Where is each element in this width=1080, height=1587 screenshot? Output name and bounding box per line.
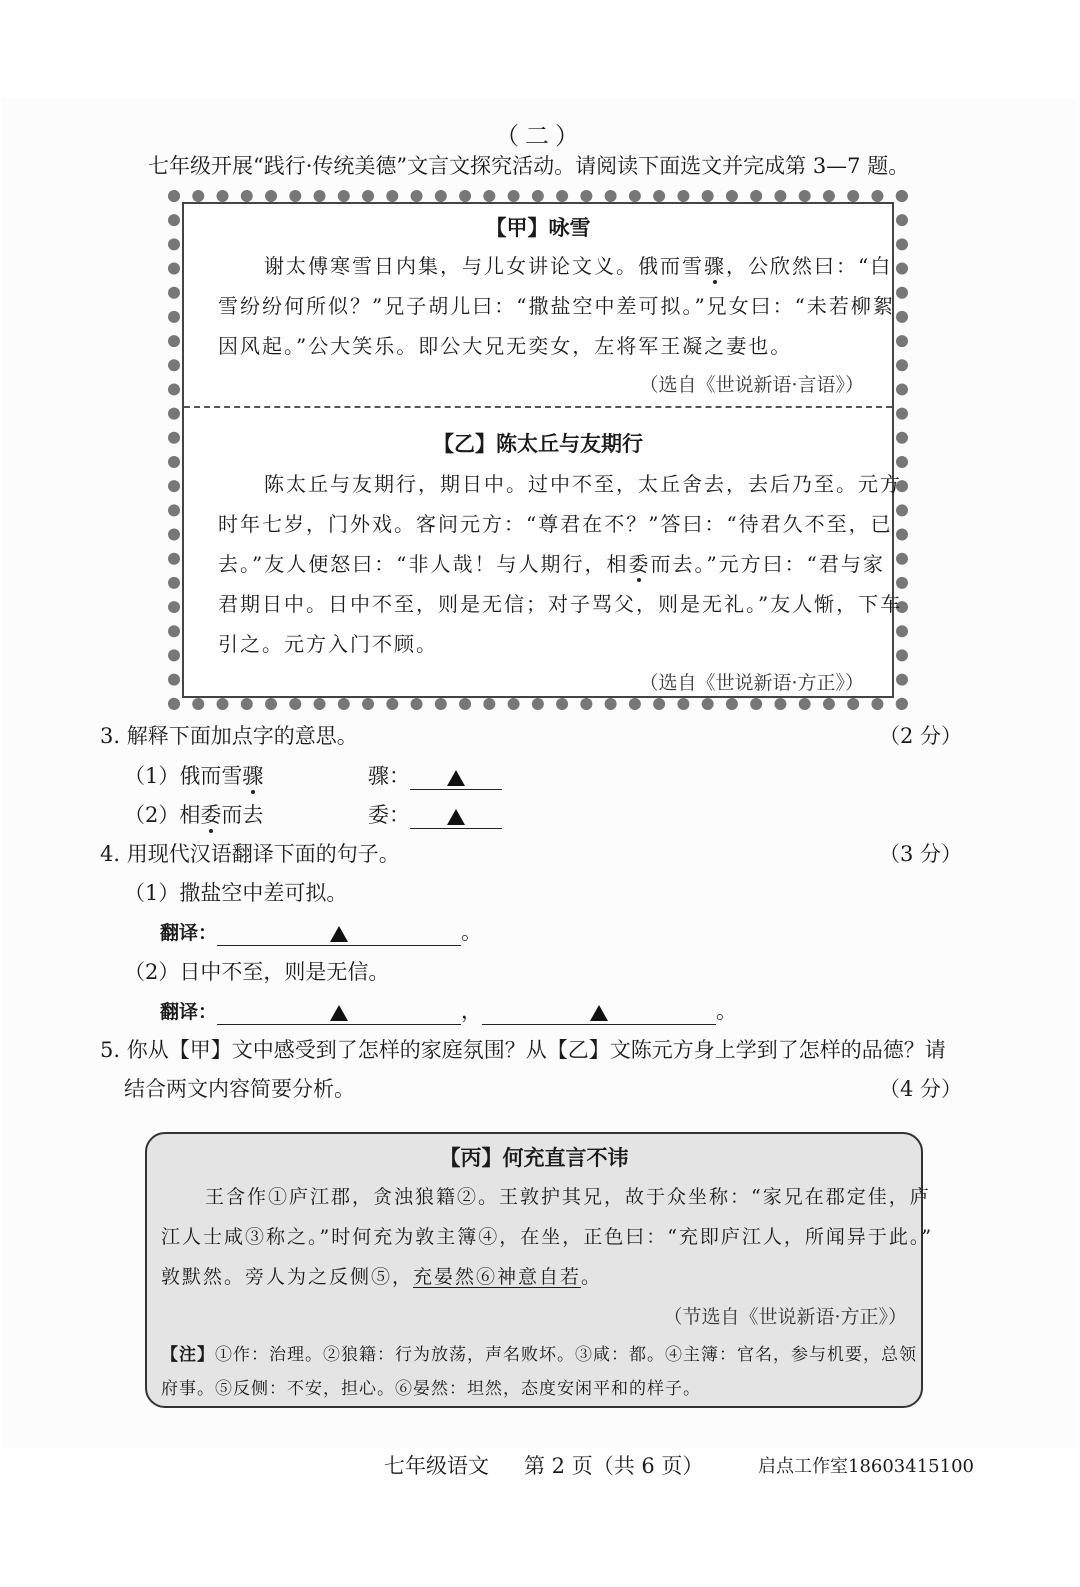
question-3-item-2: （2）相委而去 xyxy=(124,803,264,827)
passage-yi-line-3: 去。”友人便怒曰：“非人哉！与人期行，相委而去。”元方曰：“君与家 xyxy=(218,552,885,576)
question-5-line-1: 5. 你从【甲】文中感受到了怎样的家庭氛围？从【乙】文陈元方身上学到了怎样的品德？请 xyxy=(100,1038,946,1062)
footer-page-number: 第 2 页（共 6 页） xyxy=(524,1454,704,1478)
triangle-icon xyxy=(447,809,465,825)
passage-jia-line-2: 雪纷纷何所似？”兄子胡儿曰：“撒盐空中差可拟。”兄女曰：“未若柳絮 xyxy=(218,294,895,318)
triangle-icon xyxy=(590,1005,608,1021)
translate-blank-2b[interactable] xyxy=(482,1002,716,1025)
passage-yi-source: （选自《世说新语·方正》） xyxy=(639,672,864,694)
passage-bing-source: （节选自《世说新语·方正》） xyxy=(663,1306,907,1328)
passage-yi-line-1: 陈太丘与友期行，期日中。过中不至，太丘舍去，去后乃至。元方 xyxy=(264,472,902,496)
instructions: 七年级开展“践行·传统美德”文言文探究活动。请阅读下面选文并完成第 3—7 题。 xyxy=(148,154,910,178)
passage-bing-title: 【丙】何充直言不讳 xyxy=(439,1146,629,1170)
passage-bing-note-1: 【注】①作：治理。②狼籍：行为放荡，声名败坏。③咸：都。④主簿：官名，参与机要，总领 xyxy=(161,1345,917,1365)
underlined-sentence: 充晏然⑥神意自若 xyxy=(413,1266,582,1288)
triangle-icon xyxy=(330,926,348,942)
question-4-score: （3 分） xyxy=(878,842,962,866)
question-5-score: （4 分） xyxy=(878,1077,962,1101)
triangle-icon xyxy=(330,1005,348,1021)
footer-studio: 启点工作室18603415100 xyxy=(758,1456,974,1477)
question-4-item-1: （1）撒盐空中差可拟。 xyxy=(124,881,348,905)
question-4-translate-1: 翻译： 。 xyxy=(160,920,483,944)
question-3-score: （2 分） xyxy=(878,724,962,748)
question-4-stem: 4. 用现代汉语翻译下面的句子。 xyxy=(100,842,400,866)
passage-bing-box xyxy=(145,1132,934,1408)
translate-blank-2a[interactable] xyxy=(217,1002,461,1025)
passage-jia-line-3: 因风起。”公大笑乐。即公大兄无奕女，左将军王凝之妻也。 xyxy=(218,334,793,358)
question-3-stem: 3. 解释下面加点字的意思。 xyxy=(100,724,358,748)
passage-jia-source: （选自《世说新语·言语》） xyxy=(639,374,864,396)
triangle-icon xyxy=(447,770,465,786)
question-5-line-2: 结合两文内容简要分析。 xyxy=(124,1077,355,1101)
question-4-item-2: （2）日中不至，则是无信。 xyxy=(124,960,390,984)
passage-yi-line-4: 君期日中。日中不至，则是无信；对子骂父，则是无礼。”友人惭，下车 xyxy=(218,592,903,616)
translate-blank-1[interactable] xyxy=(217,923,461,946)
question-3-answer-1: 骤： xyxy=(368,760,502,790)
passage-yi-line-2: 时年七岁，门外戏。客问元方：“尊君在不？”答曰：“待君久不至，已 xyxy=(218,512,893,536)
answer-blank-1[interactable] xyxy=(410,767,502,790)
answer-blank-2[interactable] xyxy=(410,806,502,829)
passage-jia-title: 【甲】咏雪 xyxy=(485,216,591,240)
dotted-char: 委 xyxy=(628,552,651,576)
section-title: （二） xyxy=(495,122,585,150)
question-3-item-1: （1）俄而雪骤 xyxy=(124,764,264,788)
passage-bing-line-1: 王含作①庐江郡，贪浊狼籍②。王敦护其兄，故于众坐称：“家兄在郡定佳，庐 xyxy=(205,1186,931,1208)
passage-bing-line-3: 敦默然。旁人为之反侧⑤，充晏然⑥神意自若。 xyxy=(161,1266,603,1288)
question-4-translate-2: 翻译： ， 。 xyxy=(160,999,738,1023)
question-3-answer-2: 委： xyxy=(368,799,502,829)
passage-yi-line-5: 引之。元方入门不顾。 xyxy=(218,632,438,656)
passage-bing-line-2: 江人士咸③称之。”时何充为敦主簿④，在坐，正色曰：“充即庐江人，所闻异于此。” xyxy=(161,1226,934,1248)
passage-yi-title: 【乙】陈太丘与友期行 xyxy=(433,432,643,456)
dotted-char: 骤 xyxy=(242,764,264,788)
dotted-char: 骤 xyxy=(704,254,726,278)
passage-frame xyxy=(182,202,903,698)
passage-jia-line-1: 谢太傅寒雪日内集，与儿女讲论文义。俄而雪骤，公欣然曰：“白 xyxy=(264,254,893,278)
dotted-char: 委 xyxy=(200,803,222,827)
dashed-divider xyxy=(184,406,892,408)
footer-course: 七年级语文 xyxy=(384,1454,489,1478)
passage-bing-note-2: 府事。⑤反侧：不安，担心。⑥晏然：坦然，态度安闲平和的样子。 xyxy=(161,1379,701,1399)
